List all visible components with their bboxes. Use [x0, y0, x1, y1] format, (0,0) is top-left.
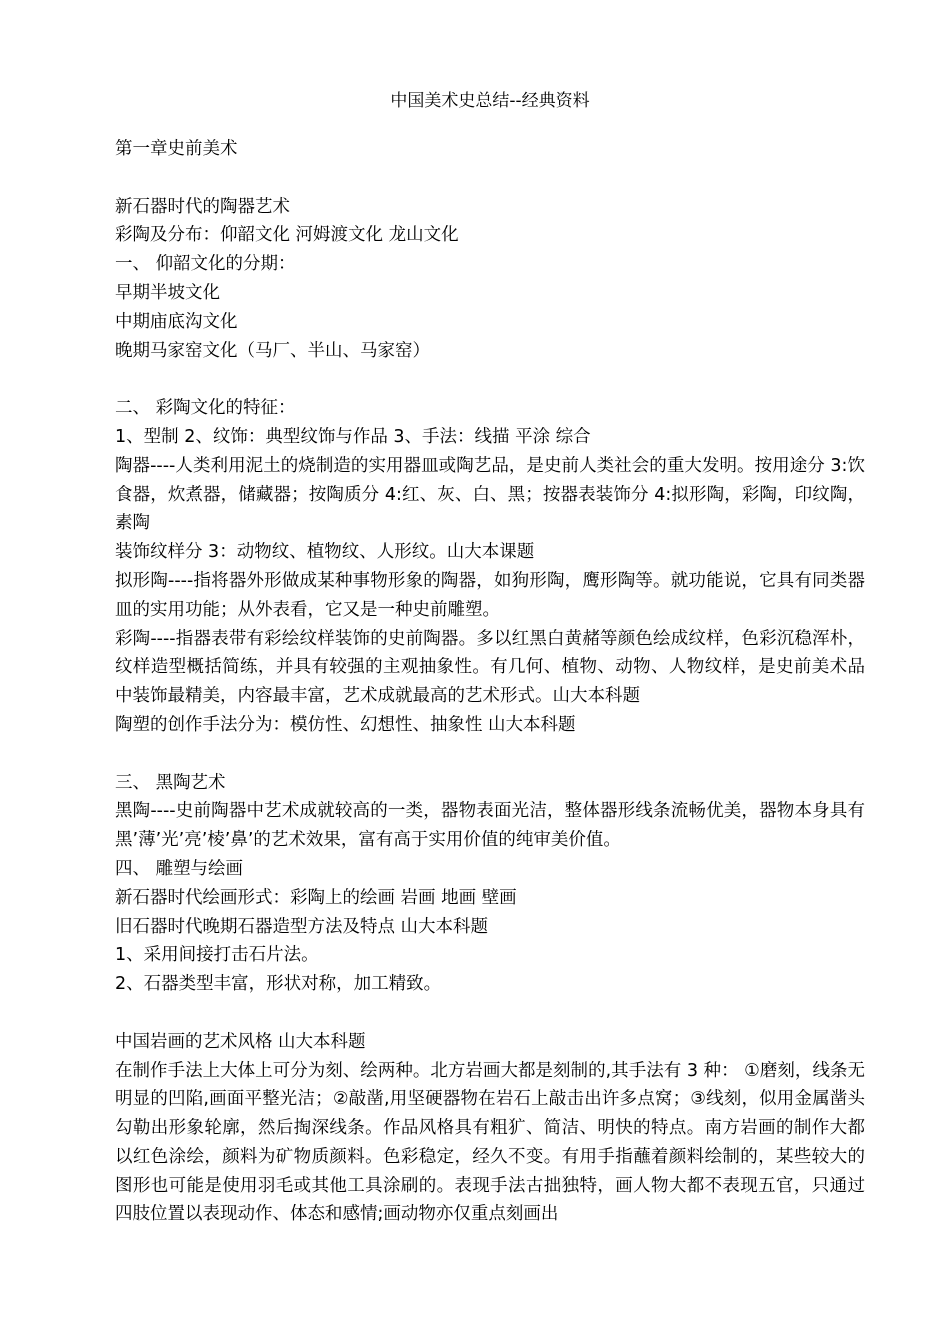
painted-culture-features: 1、型制 2、纹饰：典型纹饰与作品 3、手法：线描 平涂 综合 — [115, 426, 591, 447]
painted-pottery-definition: 彩陶----指器表带有彩绘纹样装饰的史前陶器。多以红黑白黄赭等颜色绘成纹样，色彩沉稳浑朴，纹样造型概括简练，并具有较强的主观抽象性。有几何、植物、动物、人物纹样，是史前美术品中装饰最精美，内容最丰富，艺术成就最高的艺术形式。山大本科题 — [115, 628, 865, 707]
rock-art-body: 在制作手法上大体上可分为刻、绘两种。北方岩画大都是刻制的,其手法有 3 种： ①磨刻，线条无明显的凹陷,画面平整光洁；②敲凿,用坚硬器物在岩石上敲击出许多点窝；③线刻，似用金属凿头勾勒出形象轮廓，然后掏深线条。作品风格具有粗犷、简洁、明快的特点。南方岩画的制作大都以红色涂绘，颜料为矿物质颜料。色彩稳定，经久不变。有用手指蘸着颜料绘制的，某些较大的图形也可能是使用羽毛或其他工具涂刷的。表现手法古拙独特，画人物大都不表现五官，只通过四肢位置以表现动作、体态和感情;画动物亦仅重点刻画出 — [115, 1060, 865, 1225]
yangshao-periods-heading: 一、 仰韶文化的分期： — [115, 254, 296, 275]
mimetic-pottery-definition: 拟形陶----指将器外形做成某种事物形象的陶器，如狗形陶，鹰形陶等。就功能说，它具有同类器皿的实用功能；从外表看，它又是一种史前雕塑。 — [115, 570, 865, 620]
pattern-types: 装饰纹样分 3：动物纹、植物纹、人形纹。山大本课题 — [115, 542, 535, 563]
painted-pottery-distribution: 彩陶及分布：仰韶文化 河姆渡文化 龙山文化 — [115, 225, 459, 246]
early-period: 早期半坡文化 — [115, 282, 220, 303]
pottery-sculpture-techniques: 陶塑的创作手法分为：模仿性、幻想性、抽象性 山大本科题 — [115, 714, 576, 735]
sculpture-painting-heading: 四、 雕塑与绘画 — [115, 858, 244, 879]
painted-culture-heading: 二、 彩陶文化的特征： — [115, 398, 296, 419]
chapter-heading: 第一章史前美术 — [115, 139, 238, 159]
document-page — [115, 90, 865, 1229]
rock-art-heading: 中国岩画的艺术风格 山大本科题 — [115, 1031, 366, 1052]
neolithic-painting-forms: 新石器时代绘画形式：彩陶上的绘画 岩画 地画 壁画 — [115, 887, 517, 908]
late-period: 晚期马家窑文化（马厂、半山、马家窑） — [115, 340, 430, 361]
document-title: 中国美术史总结--经典资料 — [390, 91, 590, 111]
section-heading-neolithic: 新石器时代的陶器艺术 — [115, 196, 290, 217]
pottery-definition: 陶器----人类利用泥土的烧制造的实用器皿或陶艺品，是史前人类社会的重大发明。按用途分 3:饮食器，炊煮器，储藏器；按陶质分 4:红、灰、白、黑；按器表装饰分 4:拟形陶，彩陶，印纹陶，素陶 — [115, 455, 865, 534]
black-pottery-definition: 黑陶----史前陶器中艺术成就较高的一类，器物表面光洁，整体器形线条流畅优美，器物本身具有黑’薄’光’亮’棱’鼻’的艺术效果，富有高于实用价值的纯审美价值。 — [115, 801, 865, 851]
stone-tools-point-1: 1、采用间接打击石片法。 — [115, 945, 319, 966]
paleolithic-stone-tools: 旧石器时代晚期石器造型方法及特点 山大本科题 — [115, 916, 489, 937]
spacer — [115, 164, 865, 193]
spacer — [115, 740, 865, 769]
spacer — [115, 999, 865, 1028]
spacer — [115, 365, 865, 394]
middle-period: 中期庙底沟文化 — [115, 311, 238, 332]
black-pottery-heading: 三、 黑陶艺术 — [115, 772, 226, 793]
stone-tools-point-2: 2、石器类型丰富，形状对称，加工精致。 — [115, 974, 442, 995]
